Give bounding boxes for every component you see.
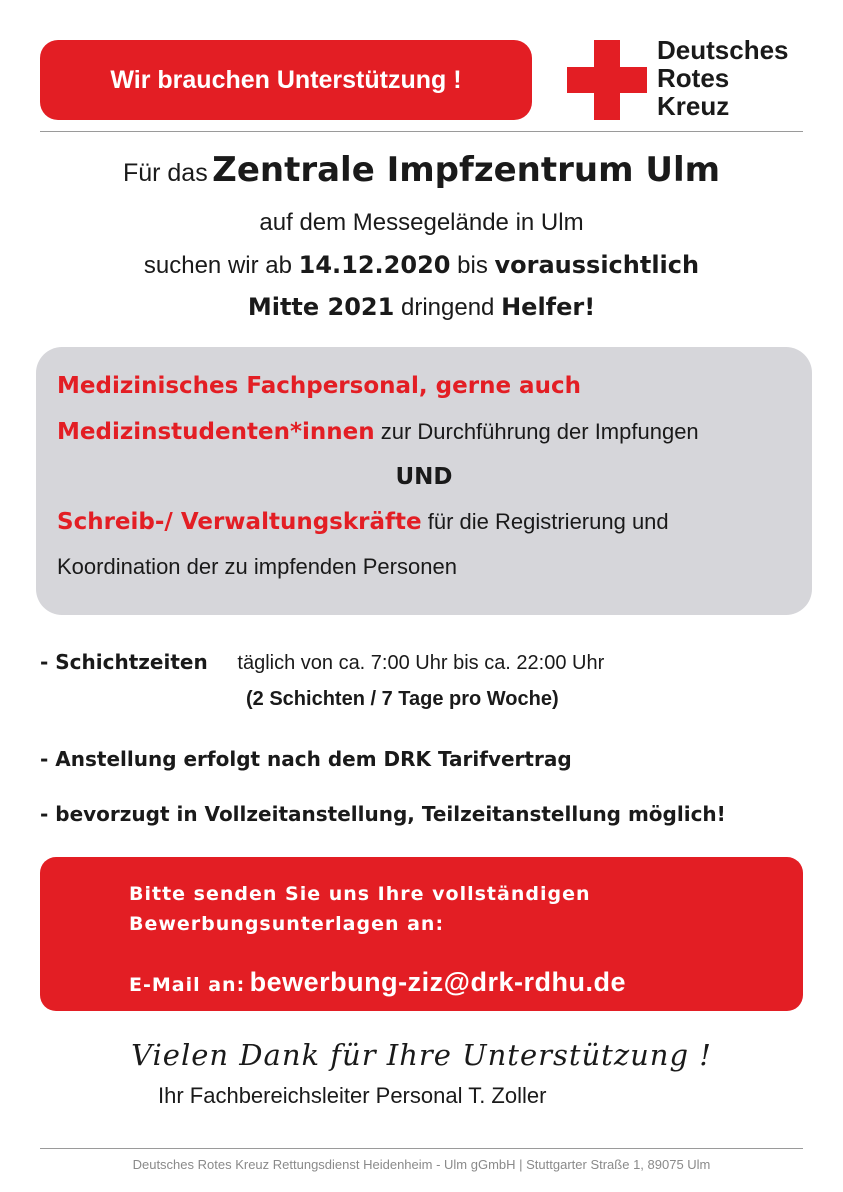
- shift-times-line: [40, 650, 604, 675]
- headline-text-d: dringend: [400, 294, 495, 321]
- header-divider: [40, 131, 803, 132]
- banner-text: Wir brauchen Unterstützung !: [110, 65, 462, 94]
- footer-address: Deutsches Rotes Kreuz Rettungsdienst Heidenheim - Ulm gGmbH | Stuttgarter Straße 1, 89075 Ulm: [132, 1157, 711, 1172]
- logo-line-3: Kreuz: [657, 91, 730, 121]
- admin-staff-text: für die Registrierung und: [427, 509, 669, 534]
- headline-date-line: [0, 251, 843, 280]
- application-box: [40, 857, 803, 1011]
- medical-students-title: Medizinstudenten*innen: [57, 419, 375, 445]
- header-banner: [40, 40, 532, 120]
- headline-text-c: voraussichtlich: [494, 251, 700, 279]
- medical-students-line: [57, 419, 699, 445]
- headline-text-b: bis: [457, 252, 488, 279]
- email-label: E-Mail an:: [129, 974, 246, 996]
- shift-times-text: täglich von ca. 7:00 Uhr bis ca. 22:00 Uhr: [237, 652, 605, 674]
- red-cross-logo-icon: [567, 40, 647, 120]
- shift-times-label: - Schichtzeiten: [40, 650, 208, 674]
- application-line-2: Bewerbungsunterlagen an:: [129, 913, 445, 935]
- medical-staff-line: [57, 373, 581, 399]
- headline-prefix: Für das: [122, 159, 208, 187]
- medical-students-text: zur Durchführung der Impfungen: [380, 419, 699, 444]
- headline-title-line: [0, 150, 843, 190]
- fulltime-line: - bevorzugt in Vollzeitanstellung, Teilzeitanstellung möglich!: [40, 802, 726, 826]
- requirements-box: [36, 347, 812, 615]
- admin-staff-line: [57, 509, 669, 535]
- headline-period-line: [0, 293, 843, 322]
- footer-divider: [40, 1148, 803, 1149]
- headline-period: Mitte 2021: [247, 293, 395, 321]
- headline-title: Zentrale Impfzentrum Ulm: [212, 150, 721, 190]
- headline-location: auf dem Messegelände in Ulm: [259, 209, 584, 236]
- logo-line-1: Deutsches: [657, 35, 789, 65]
- organization-name: [657, 36, 789, 120]
- headline-date: 14.12.2020: [298, 251, 451, 279]
- medical-staff-title: Medizinisches Fachpersonal, gerne auch: [57, 373, 581, 399]
- email-address[interactable]: bewerbung-ziz@drk-rdhu.de: [249, 967, 626, 997]
- application-line-1: Bitte senden Sie uns Ihre vollständigen: [129, 883, 591, 905]
- headline-text-a: suchen wir ab: [143, 252, 292, 279]
- contract-line: - Anstellung erfolgt nach dem DRK Tarifvertrag: [40, 747, 572, 771]
- admin-staff-line-2: Koordination der zu impfenden Personen: [57, 554, 457, 579]
- signature: Ihr Fachbereichsleiter Personal T. Zoller: [158, 1083, 547, 1108]
- logo-line-2: Rotes: [657, 63, 730, 93]
- admin-staff-title: Schreib-/ Verwaltungskräfte: [57, 509, 422, 535]
- and-separator: UND: [395, 464, 453, 490]
- headline-helpers: Helfer!: [501, 293, 596, 321]
- email-line: [129, 967, 626, 998]
- shift-times-sub: (2 Schichten / 7 Tage pro Woche): [246, 688, 559, 710]
- thanks-message: Vielen Dank für Ihre Unterstützung !: [131, 1038, 712, 1072]
